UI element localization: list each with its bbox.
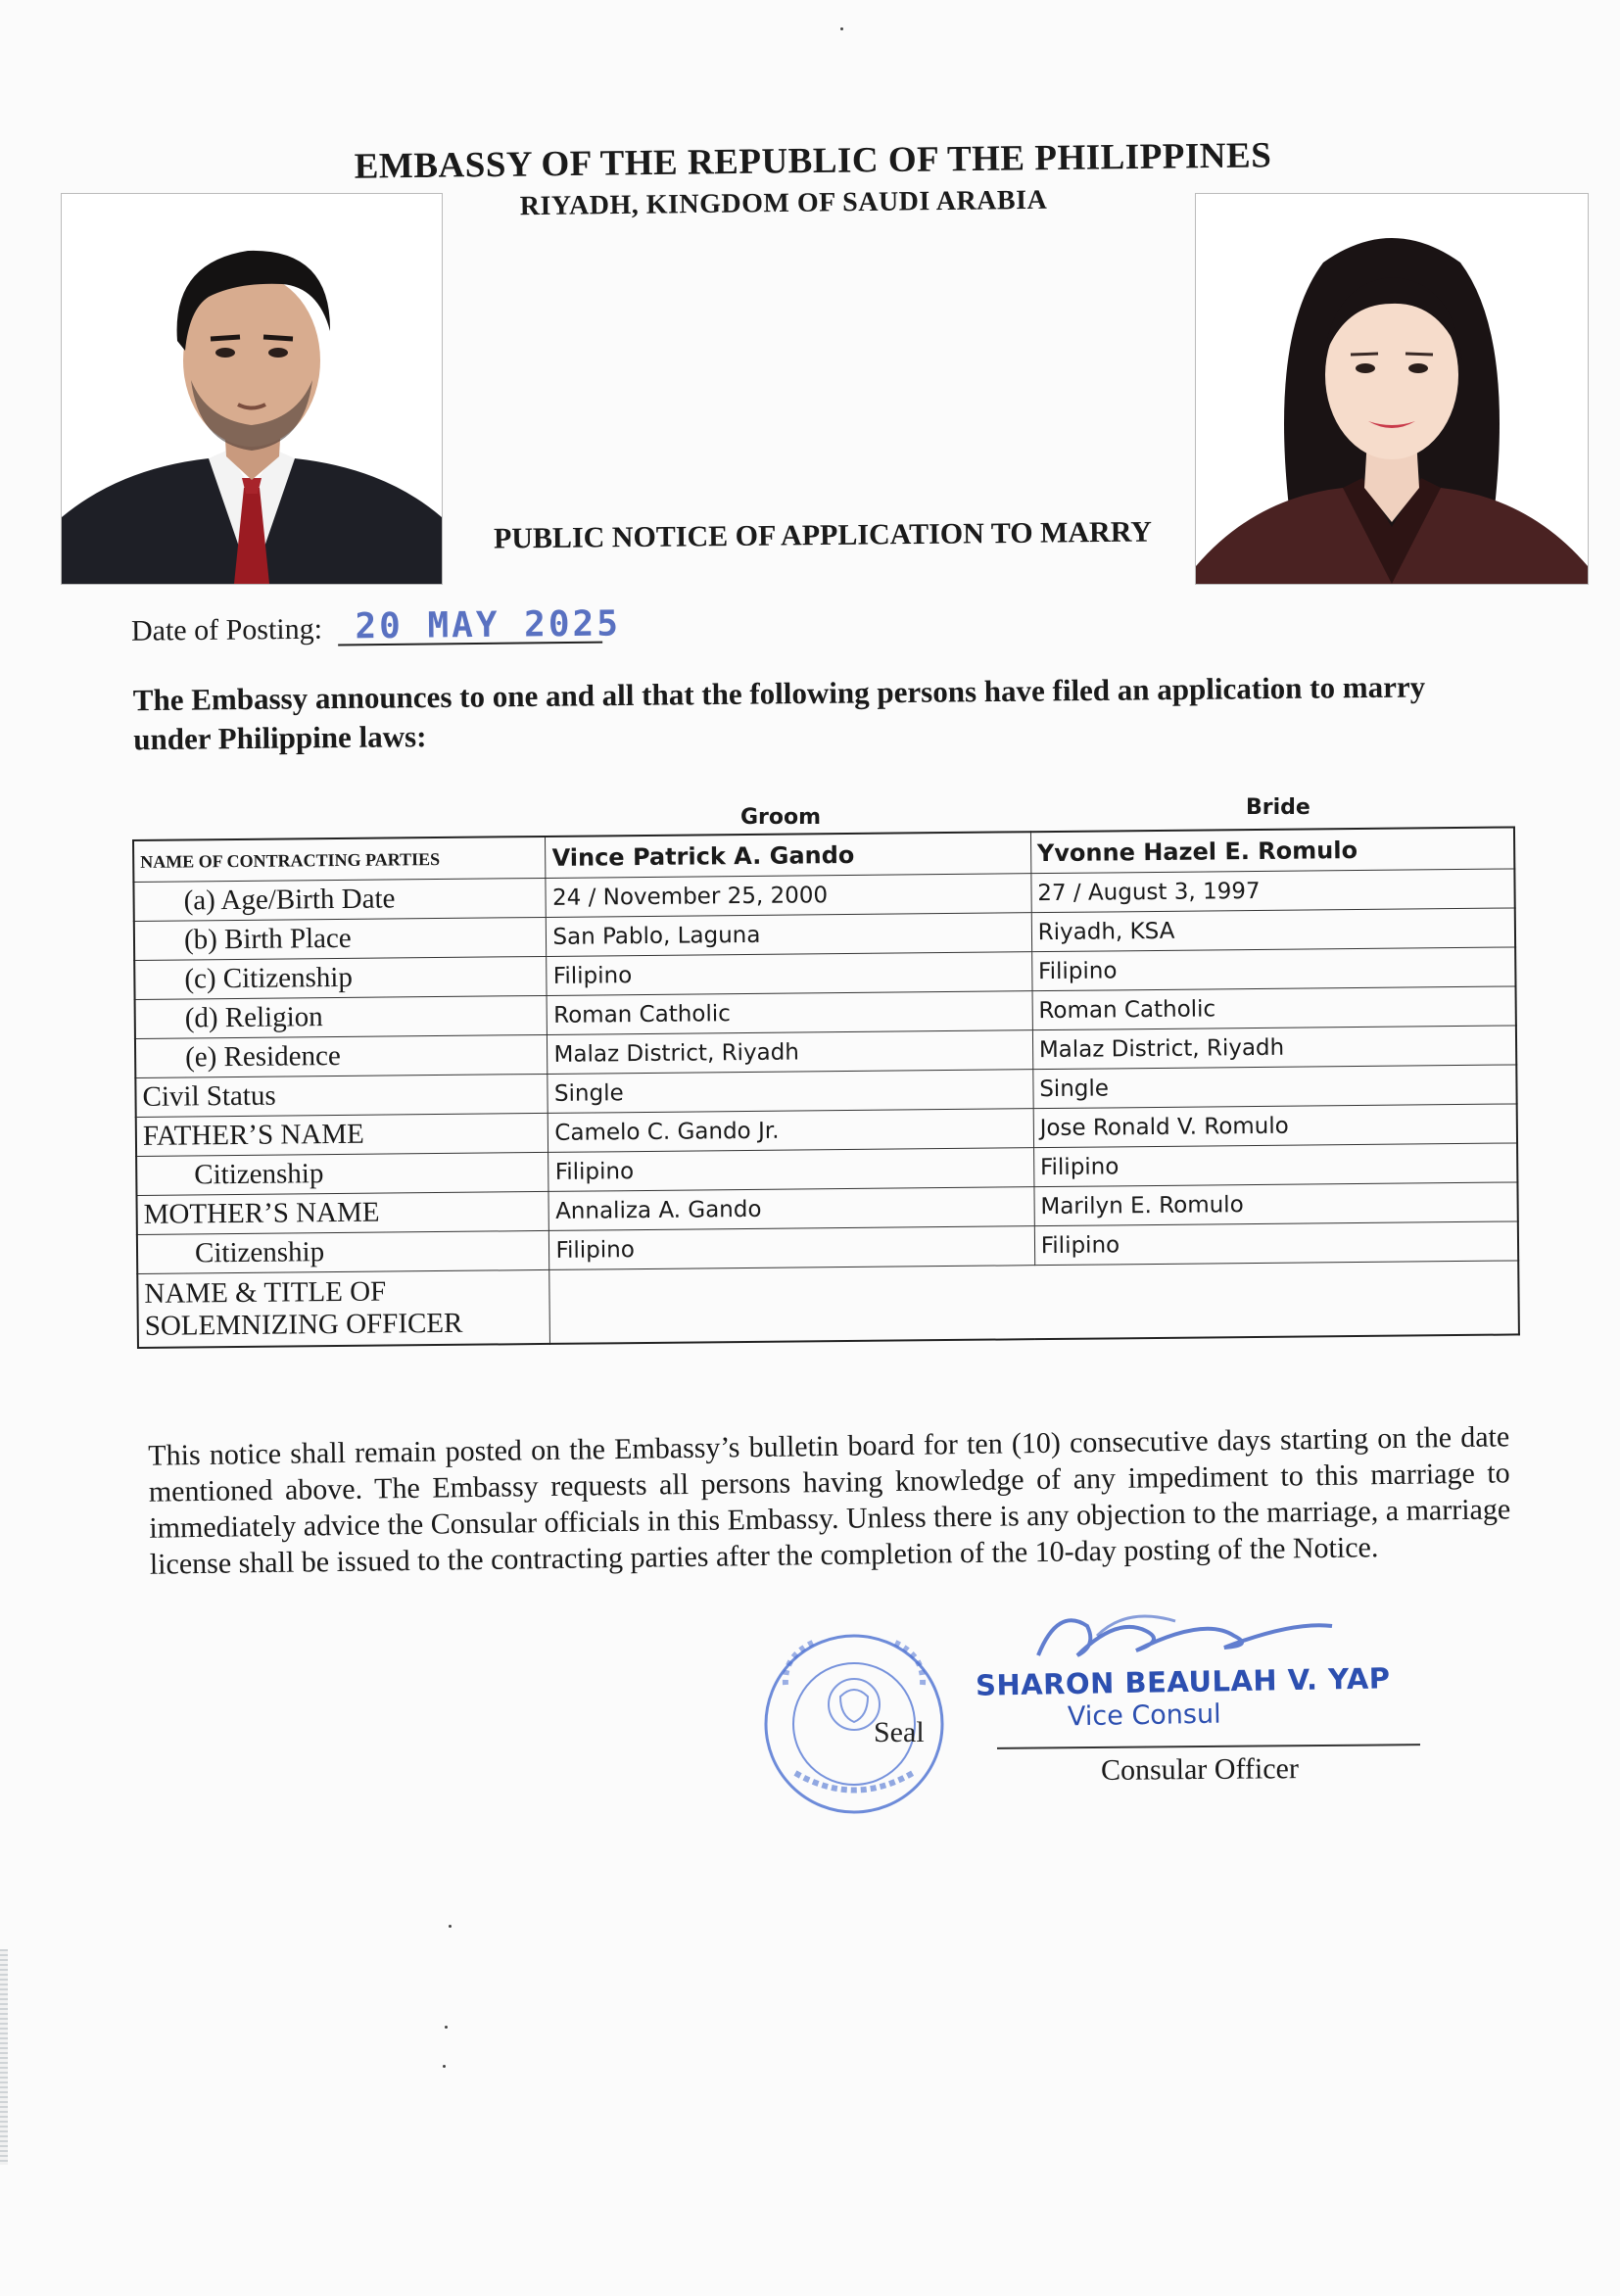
groom-value: Filipino [547, 952, 1032, 996]
groom-value: Filipino [549, 1226, 1035, 1270]
row-label: MOTHER’S NAME [136, 1191, 548, 1234]
notice-title: PUBLIC NOTICE OF APPLICATION TO MARRY [493, 515, 1153, 555]
groom-name: Vince Patrick A. Gando [546, 832, 1031, 878]
row-label: (c) Citizenship [134, 956, 547, 999]
bride-value: Filipino [1031, 947, 1515, 991]
groom-value: Malaz District, Riyadh [548, 1030, 1033, 1075]
groom-value: Roman Catholic [548, 991, 1033, 1035]
row-label: Citizenship [137, 1230, 549, 1273]
row-label: Citizenship [136, 1152, 548, 1195]
bride-photo [1195, 193, 1589, 585]
signatory-name: SHARON BEAULAH V. YAP [975, 1661, 1391, 1702]
table-row [137, 1261, 1519, 1348]
signature-line [997, 1744, 1420, 1749]
bride-heading: Bride [1246, 795, 1310, 820]
bride-value: Roman Catholic [1032, 986, 1516, 1030]
scan-speck [443, 2065, 446, 2068]
bride-value: Single [1033, 1065, 1517, 1109]
row-label: (e) Residence [135, 1034, 548, 1077]
announcement-intro: The Embassy announces to one and all that the following persons have filed an application to marry under Philippine laws: [132, 669, 1426, 757]
groom-value: Filipino [548, 1148, 1034, 1192]
bride-value: 27 / August 3, 1997 [1031, 869, 1515, 913]
scan-speck [449, 1925, 452, 1928]
groom-photo [61, 193, 443, 585]
bride-value: Filipino [1033, 1143, 1517, 1187]
signatory-title: Vice Consul [1067, 1698, 1221, 1733]
embassy-name: EMBASSY OF THE REPUBLIC OF THE PHILIPPINES [354, 135, 1272, 187]
bride-value: Marilyn E. Romulo [1034, 1182, 1518, 1226]
date-of-posting [130, 603, 641, 647]
embassy-location: RIYADH, KINGDOM OF SAUDI ARABIA [519, 184, 1048, 222]
groom-heading: Groom [740, 805, 822, 830]
groom-value: Annaliza A. Gando [548, 1187, 1034, 1231]
scan-edge-artifact [0, 1949, 8, 2165]
row-label: FATHER’S NAME [136, 1113, 548, 1156]
groom-value: 24 / November 25, 2000 [546, 874, 1031, 918]
bride-name: Yvonne Hazel E. Romulo [1030, 827, 1514, 873]
signatory-role: Consular Officer [1100, 1752, 1300, 1787]
row-label: Civil Status [135, 1074, 548, 1117]
row-label: (b) Birth Place [134, 917, 547, 960]
bride-value: Malaz District, Riyadh [1032, 1026, 1516, 1070]
row-label: (d) Religion [135, 995, 548, 1038]
scan-speck [445, 2026, 448, 2029]
solemnizing-officer-value [549, 1261, 1519, 1344]
contracting-parties-table [132, 826, 1520, 1349]
seal-label: Seal [874, 1716, 925, 1748]
groom-value: Single [548, 1070, 1033, 1114]
signature-block [744, 1587, 1430, 1832]
row-label: (a) Age/Birth Date [133, 878, 546, 921]
posting-date-line [337, 603, 622, 647]
scan-speck [840, 27, 843, 30]
date-stamp: 20 MAY 2025 [355, 603, 622, 647]
groom-value: San Pablo, Laguna [547, 913, 1032, 957]
bride-value: Filipino [1034, 1221, 1518, 1266]
groom-value: Camelo C. Gando Jr. [548, 1109, 1034, 1153]
posting-label: Date of Posting: [130, 612, 323, 647]
row-label: NAME & TITLE OF SOLEMNIZING OFFICER [137, 1269, 550, 1348]
bride-value: Jose Ronald V. Romulo [1033, 1104, 1517, 1148]
bride-value: Riyadh, KSA [1031, 908, 1515, 952]
notice-paragraph: This notice shall remain posted on the Embassy’s bulletin board for ten (10) consecutive days starting on the date mentioned above. The Embassy requests all persons having knowledge of any impediment to this marriage to immediately advice the Consular officials in this Embassy. Unless there is any objection to the marriage, a marriage license shall be issued to the contracting parties after the completion of the 10-day posting of the Notice. [148, 1420, 1511, 1581]
row-label: NAME OF CONTRACTING PARTIES [133, 837, 546, 883]
